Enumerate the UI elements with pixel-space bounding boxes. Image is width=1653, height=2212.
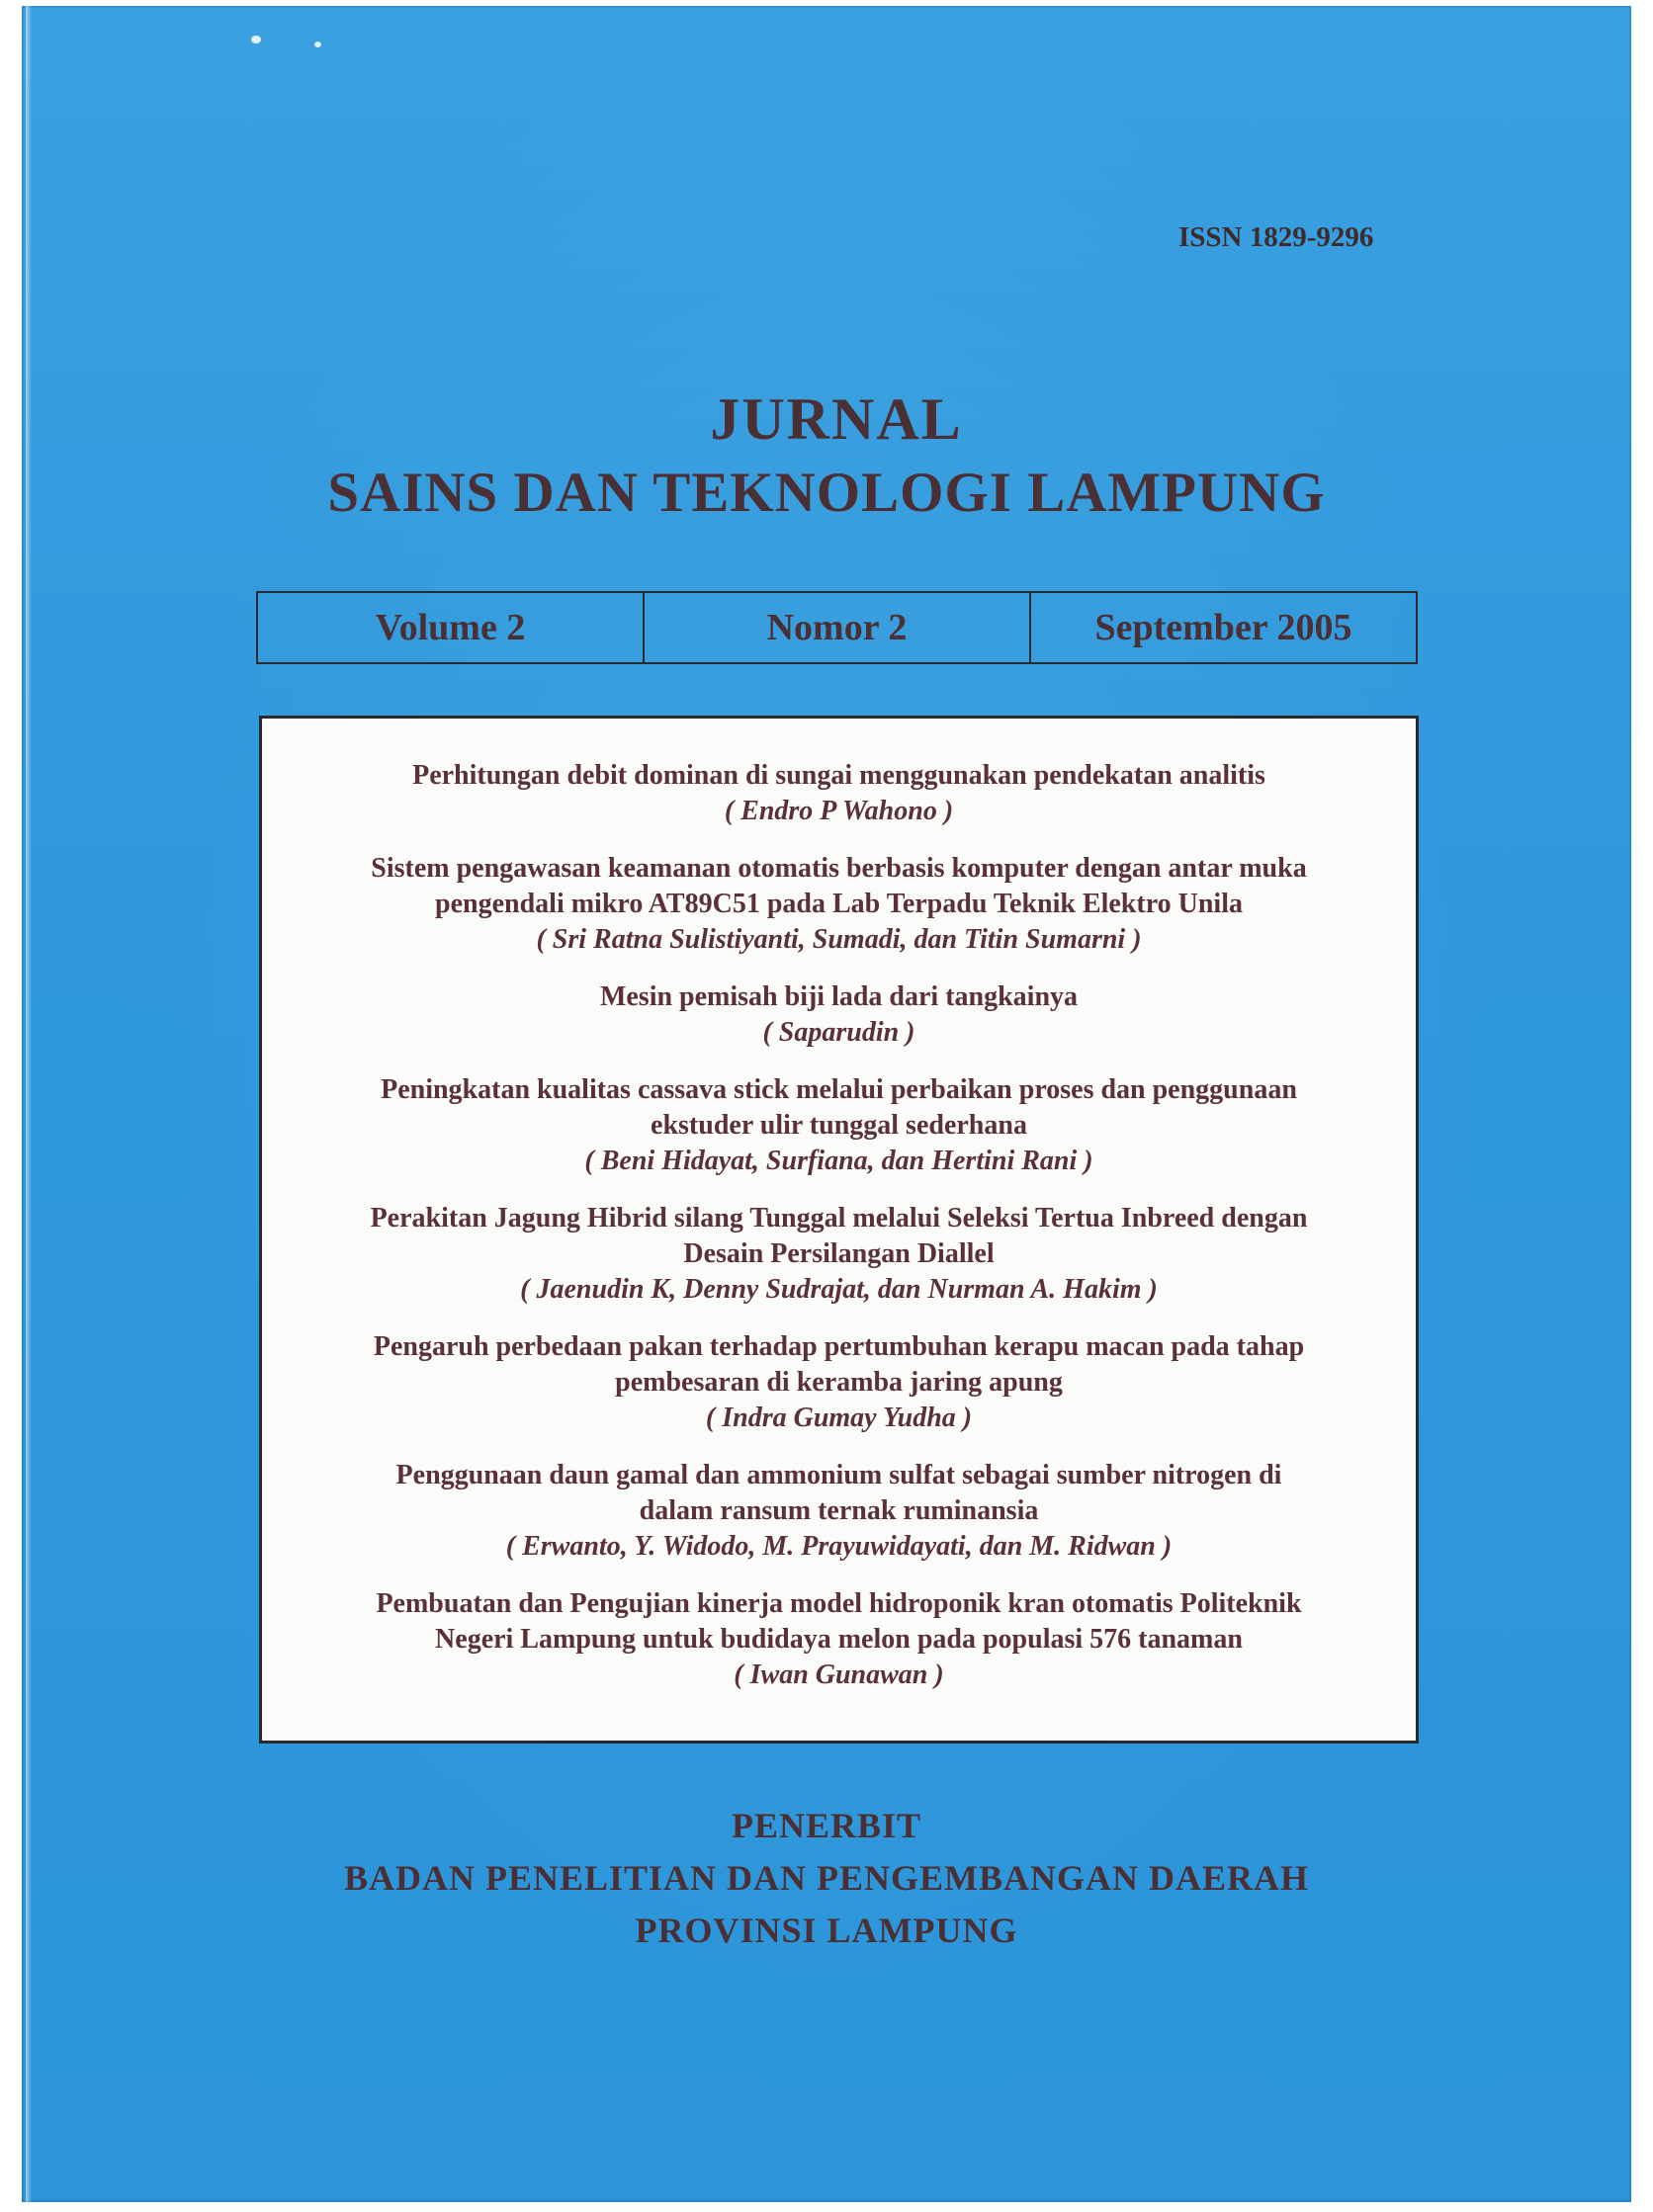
article-authors: ( Iwan Gunawan )	[734, 1659, 944, 1690]
article-title: Pembuatan dan Pengujian kinerja model hidroponik kran otomatis Politeknik	[376, 1588, 1302, 1619]
article-entry	[262, 1586, 1416, 1693]
article-entry	[262, 979, 1416, 1051]
table-of-contents	[259, 716, 1419, 1744]
cover-scuff	[251, 36, 261, 43]
article-entry	[262, 1329, 1416, 1436]
article-title: pembesaran di keramba jaring apung	[615, 1367, 1063, 1398]
article-title: Mesin pemisah biji lada dari tangkainya	[599, 981, 1079, 1012]
article-entry	[262, 758, 1416, 829]
article-authors: ( Beni Hidayat, Surfiana, dan Hertini Rani )	[584, 1146, 1093, 1176]
article-title: Penggunaan daun gamal dan ammonium sulfat sebagai sumber nitrogen di	[395, 1460, 1282, 1490]
journal-title-line2: SAINS DAN TEKNOLOGI LAMPUNG	[327, 462, 1326, 524]
article-authors: ( Indra Gumay Yudha )	[705, 1403, 973, 1433]
article-title: Desain Persilangan Diallel	[683, 1238, 995, 1269]
publisher-label: PENERBIT	[731, 1806, 922, 1845]
article-entry	[262, 1072, 1416, 1179]
article-authors: ( Sri Ratna Sulistiyanti, Sumadi, dan Titin Sumarni )	[536, 924, 1142, 955]
journal-title-line1: JURNAL	[710, 386, 963, 452]
article-title: ekstuder ulir tunggal sederhana	[651, 1110, 1027, 1141]
article-title: Perakitan Jagung Hibrid silang Tunggal melalui Seleksi Tertua Inbreed dengan	[370, 1203, 1308, 1234]
issue-number: Nomor 2	[645, 593, 1031, 662]
article-title: Peningkatan kualitas cassava stick melalui perbaikan proses dan penggunaan	[381, 1074, 1297, 1105]
article-authors: ( Erwanto, Y. Widodo, M. Prayuwidayati, dan M. Ridwan )	[505, 1531, 1173, 1562]
article-title: Negeri Lampung untuk budidaya melon pada populasi 576 tanaman	[435, 1624, 1243, 1655]
publisher-name-line1: BADAN PENELITIAN DAN PENGEMBANGAN DAERAH	[343, 1858, 1310, 1898]
publisher-name-line2: PROVINSI LAMPUNG	[635, 1911, 1018, 1950]
article-title: dalam ransum ternak ruminansia	[639, 1495, 1039, 1526]
issue-date: September 2005	[1094, 607, 1352, 648]
article-entry	[262, 851, 1416, 958]
journal-cover	[22, 6, 1631, 2202]
issue-volume: Volume 2	[258, 593, 645, 662]
article-title: Pengaruh perbedaan pakan terhadap pertumbuhan kerapu macan pada tahap	[373, 1331, 1305, 1362]
article-title: Perhitungan debit dominan di sungai menggunakan pendekatan analitis	[412, 760, 1265, 791]
article-entry	[262, 1201, 1416, 1308]
article-authors: ( Jaenudin K, Denny Sudrajat, dan Nurman A. Hakim )	[520, 1274, 1158, 1305]
article-entry	[262, 1458, 1416, 1565]
article-authors: ( Endro P Wahono )	[724, 796, 954, 826]
issn-number: ISSN 1829-9296	[1178, 221, 1374, 253]
article-title: pengendali mikro AT89C51 pada Lab Terpadu Teknik Elektro Unila	[435, 889, 1243, 919]
cover-scuff	[314, 42, 321, 47]
article-authors: ( Saparudin )	[762, 1017, 915, 1048]
article-title: Sistem pengawasan keamanan otomatis berbasis komputer dengan antar muka	[371, 853, 1307, 884]
issue-info-bar	[256, 591, 1418, 664]
